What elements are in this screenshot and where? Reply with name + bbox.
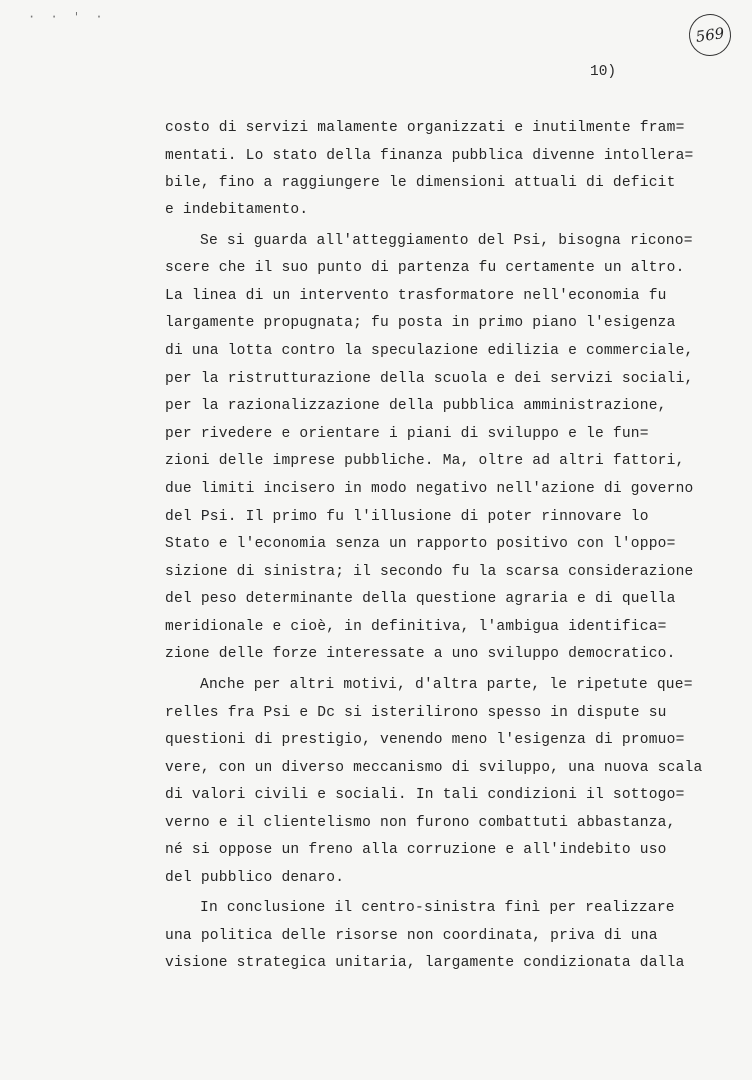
- text-line: sizione di sinistra; il secondo fu la scarsa considerazione: [165, 564, 694, 580]
- archive-stamp: 569: [686, 11, 733, 58]
- text-line: questioni di prestigio, venendo meno l'esigenza di promuo=: [165, 732, 685, 748]
- text-line: e indebitamento.: [165, 202, 309, 218]
- text-line: di valori civili e sociali. In tali condizioni il sottogo=: [165, 787, 685, 803]
- text-line: meridionale e cioè, in definitiva, l'ambigua identifica=: [165, 619, 667, 635]
- text-line: una politica delle risorse non coordinata, priva di una: [165, 928, 658, 944]
- text-line: verno e il clientelismo non furono combattuti abbastanza,: [165, 815, 676, 831]
- text-line: del peso determinante della questione agraria e di quella: [165, 591, 676, 607]
- text-line: per rivedere e orientare i piani di sviluppo e le fun=: [165, 426, 649, 442]
- text-line: mentati. Lo stato della finanza pubblica divenne intollera=: [165, 148, 694, 164]
- text-line: La linea di un intervento trasformatore nell'economia fu: [165, 288, 667, 304]
- text-line: relles fra Psi e Dc si isterilirono spesso in dispute su: [165, 705, 667, 721]
- text-line: largamente propugnata; fu posta in primo piano l'esigenza: [165, 315, 676, 331]
- text-line: scere che il suo punto di partenza fu certamente un altro.: [165, 260, 685, 276]
- text-line: Anche per altri motivi, d'altra parte, le ripetute que=: [200, 677, 693, 693]
- text-line: vere, con un diverso meccanismo di sviluppo, una nuova scala: [165, 760, 703, 776]
- text-line: del pubblico denaro.: [165, 870, 345, 886]
- text-line: Stato e l'economia senza un rapporto positivo con l'oppo=: [165, 536, 676, 552]
- text-line: zione delle forze interessate a uno sviluppo democratico.: [165, 646, 676, 662]
- page-number: 10): [590, 64, 617, 80]
- scan-specks: · · ' ·: [28, 10, 107, 24]
- text-line: zioni delle imprese pubbliche. Ma, oltre ad altri fattori,: [165, 453, 685, 469]
- text-line: due limiti incisero in modo negativo nell'azione di governo: [165, 481, 694, 497]
- text-line: Se si guarda all'atteggiamento del Psi, bisogna ricono=: [200, 233, 693, 249]
- text-line: bile, fino a raggiungere le dimensioni attuali di deficit: [165, 175, 676, 191]
- text-line: visione strategica unitaria, largamente condizionata dalla: [165, 955, 685, 971]
- text-line: di una lotta contro la speculazione edilizia e commerciale,: [165, 343, 694, 359]
- text-line: del Psi. Il primo fu l'illusione di poter rinnovare lo: [165, 509, 649, 525]
- text-line: costo di servizi malamente organizzati e inutilmente fram=: [165, 120, 685, 136]
- text-line: In conclusione il centro-sinistra finì per realizzare: [200, 900, 675, 916]
- text-line: per la razionalizzazione della pubblica amministrazione,: [165, 398, 667, 414]
- text-line: né si oppose un freno alla corruzione e all'indebito uso: [165, 842, 667, 858]
- text-line: per la ristrutturazione della scuola e dei servizi sociali,: [165, 371, 694, 387]
